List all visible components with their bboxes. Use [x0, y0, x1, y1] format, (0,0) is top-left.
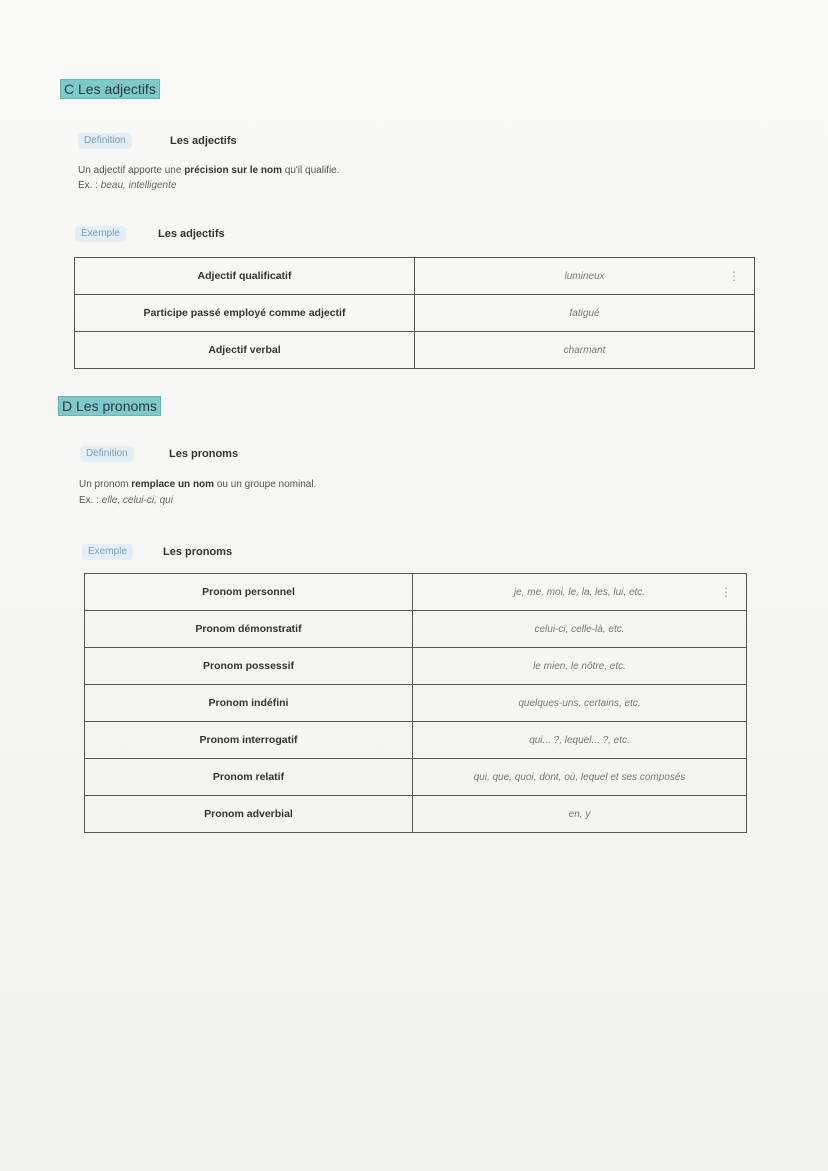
definition-text-bold: remplace un nom: [131, 479, 215, 490]
row-label: Pronom personnel: [85, 574, 413, 611]
example-title: Les adjectifs: [158, 228, 225, 240]
table-row: [75, 295, 755, 332]
row-label: Pronom interrogatif: [85, 722, 413, 759]
definition-title: Les pronoms: [169, 448, 239, 460]
row-label: Pronom démonstratif: [85, 611, 413, 648]
row-value: charmant: [415, 332, 755, 369]
table-row: [85, 685, 747, 722]
row-value: quelques-uns, certains, etc.: [413, 685, 747, 722]
example-title: Les pronoms: [163, 546, 233, 558]
vertical-dots-icon[interactable]: ⋮: [728, 269, 740, 283]
definition-example: [78, 179, 176, 193]
example-tag: Exemple: [75, 226, 126, 242]
row-value-text: je, me, moi, le, la, les, lui, etc.: [513, 586, 646, 598]
table-row: [85, 722, 747, 759]
pronoms-table: [84, 573, 747, 833]
row-label: Participe passé employé comme adjectif: [75, 295, 415, 332]
row-value: qui... ?, lequel... ?, etc.: [413, 722, 747, 759]
definition-text: [79, 478, 316, 492]
row-label: Pronom indéfini: [85, 685, 413, 722]
table-row: [85, 611, 747, 648]
adjectifs-table: [74, 257, 755, 369]
definition-text: [78, 164, 340, 178]
example-prefix: Ex. :: [78, 180, 101, 191]
definition-text-start: Un adjectif apporte une: [78, 165, 185, 176]
definition-text-end: ou un groupe nominal.: [214, 479, 317, 490]
row-value: le mien, le nôtre, etc.: [413, 648, 747, 685]
row-label: Adjectif qualificatif: [75, 258, 415, 295]
table-row: [75, 258, 755, 295]
row-value: fatigué: [415, 295, 755, 332]
definition-tag: Definition: [80, 446, 134, 462]
vertical-dots-icon[interactable]: ⋮: [720, 585, 732, 599]
row-value: qui, que, quoi, dont, où, lequel et ses composés: [413, 759, 747, 796]
table-row: [85, 796, 747, 833]
row-label: Pronom adverbial: [85, 796, 413, 833]
section-c-heading: C Les adjectifs: [60, 79, 160, 99]
row-value: en, y: [413, 796, 747, 833]
definition-example: [79, 494, 173, 508]
section-d-heading: D Les pronoms: [58, 396, 161, 416]
example-items: beau, intelligente: [100, 180, 177, 191]
definition-text-start: Un pronom: [79, 479, 132, 490]
definition-tag: Definition: [78, 133, 132, 149]
table-row: [75, 332, 755, 369]
definition-title: Les adjectifs: [170, 135, 237, 147]
definition-text-bold: précision sur le nom: [184, 165, 282, 176]
table-row: [85, 574, 747, 611]
example-items: elle, celui-ci, qui: [101, 495, 173, 506]
table-row: [85, 759, 747, 796]
row-label: Pronom possessif: [85, 648, 413, 685]
example-tag: Exemple: [82, 544, 133, 560]
row-value: [413, 574, 747, 611]
table-row: [85, 648, 747, 685]
row-label: Pronom relatif: [85, 759, 413, 796]
row-value-text: lumineux: [564, 270, 605, 282]
row-value: celui-ci, celle-là, etc.: [413, 611, 747, 648]
example-prefix: Ex. :: [79, 495, 102, 506]
row-value: [415, 258, 755, 295]
definition-text-end: qu'il qualifie.: [282, 165, 340, 176]
row-label: Adjectif verbal: [75, 332, 415, 369]
